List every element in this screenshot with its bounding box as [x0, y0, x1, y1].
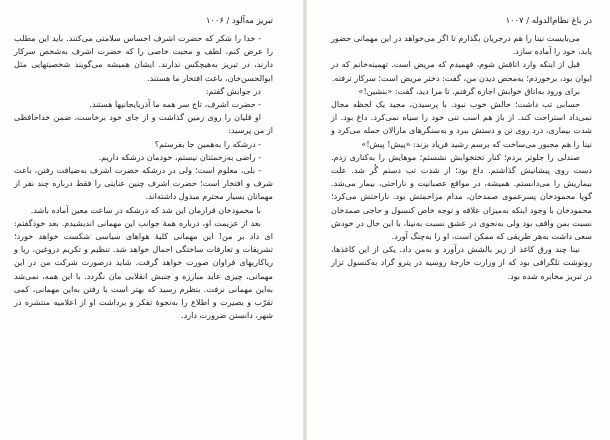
left-header-title: تبریز مه‌آلود / ۱۰۰۶ — [205, 15, 273, 25]
paragraph: حسابی تب داشت؛ حالش خوب نبود. با پرسیدن، مجید یک لحظه مجال نمی‌داد استراحت کند. از باز هم اسب تنی خود را سیاه نمی‌کرد. داغ بود. از شدت بیماری، درد روی تن و دستش ببرد و به‌سنگرهای مارالان حمله می‌کرد و نینا را هم مجبور می‌ساخت که برسم رشید فریاد بزند: «پیش! پیش!» — [331, 99, 592, 149]
paragraph: بعد از عزیمت او، درباره همهٔ جوانب این مهمانی اندیشیدم. بعد خودگفتم: ای داد بر من! این مهمانی کلیهٔ هواهای سیاسی شکست خواهد خورد؛ تشریفات و تعارفات ساختگی احمال خواهد شد. تنظیم و تکریم دروغین، ریا و ریاکاریهای فراوان صورت خواهد گرفت. شاید درصورت شرکت من در این مهمانی، چیزی عاید مبارزه و جنبش انقلابی مان نگردد. با این همه، نمی‌شد به‌این مهمانی نرفت. بنظرم رسید که بهتر است با رفتن به‌این مهمانی، کمی تقرّب و بصیرت و اطلاع را به‌نحوهٔ تفکر و برداشت او از اعلامیه منتشره در شهر، دانستن ضرورت دارد. — [14, 217, 273, 321]
left-body — [14, 32, 273, 322]
right-page — [307, 0, 610, 440]
paragraph: قبل از اینکه وارد اتاقش شوم، فهمیدم که مریض است. تهمینه‌خانم که در ایوان بود، برخوردم؛ به‌محض دیدن من، گفت: دختر مریض است؛ سرکار ترفته. — [331, 59, 592, 83]
right-header-title: در باغ نظام‌الدوله / ۱۰۰۷ — [505, 15, 592, 25]
paragraph: نینا چند ورق کاغذ از زیر بالشش درآورد و به‌من داد. یکی از این کاغذها، رونوشت تلگرافی بود که از وزارت خارجهٔ روسیه در پترو گراد به‌کنسول تزار در تبریز مخابره شده بود. — [331, 244, 592, 281]
paragraph: - راضی به‌زحمتتان نیستم، خودمان درشکه داریم. — [98, 151, 261, 162]
right-body — [331, 32, 592, 283]
paragraph: برای ورود به‌اتاق خوابش اجازه گرفتم. تا مرا دید، گفت: «بنشین!» — [358, 85, 580, 96]
paragraph: - درشکه را به‌همین جا بفرستم؟ — [154, 138, 261, 149]
paragraph: - بلی، معلوم است؛ ولی در درشکه حضرت اشرف به‌ضیافت رفتن، باعث شرف و افتخار است؛ حضرت اشرف چنین عنایتی را فقط درباره چند نفر از مهمانان بسیار محترم مبذول داشته‌اند. — [14, 165, 273, 202]
paragraph: او قلیان را روی زمین گذاشت و از جای خود برخاست، ضمن خداحافظی از من پرسید: — [14, 112, 273, 136]
paragraph: - حضرت اشرف، تاج سر همه ما آذربایجانیها هستند. — [89, 99, 261, 110]
right-running-head — [331, 14, 592, 26]
paragraph: در جوابش گفتم: — [205, 85, 261, 96]
paragraph: می‌بایست نینا را هم درجریان بگذارم تا اگر می‌خواهد در این مهمانی حضور یابد، خود را آماده سازد. — [331, 33, 592, 57]
paragraph: صندلی را جلوتر بردم؛ کنار تختخوابش نشستم؛ موهایش را به‌کناری زدم. دست روی پیشانیش گذاشتم. داغ بود؛ از شدت تب دستم گُر شد. علت بیماریش را می‌دانستم. همیشه، در مواقع عصبانیت و ناراحتی، بیمار می‌شد. گویا محمودخان پسرعموی صمدخان، مدام مزاحمتش بود. ناراحتش می‌کرد؛ محمودخان با وجود اینکه به‌میزان علاقه و توجه خاص کنسول و حاجی صمدخان نسبت بمن واقف بود ولی به‌نحوی در عشق نسبت به‌نینا، با این حال در خودش سعی داشت به‌هر طریقی که ممکن است، او را به‌چنگ آورد. — [331, 151, 592, 242]
left-running-head — [14, 14, 273, 26]
left-page — [0, 0, 303, 440]
paragraph: با محمودخان قرارمان این شد که درشکه در ساعت معین آماده باشد. — [30, 204, 261, 215]
paragraph: - خدا را شکر که حضرت اشرف احساس سلامتی می‌کنند. باید این مطلب را عرض کنم، لطف و محبت خاصی را که حضرت اشرف به‌شخص سرکار دارند، در تبریز به‌هیچکس ندارند. ایشان همیشه می‌گویند شخصیتهایی مثل ابوالحسن‌خان، باعث افتخار ما هستند. — [14, 33, 273, 83]
